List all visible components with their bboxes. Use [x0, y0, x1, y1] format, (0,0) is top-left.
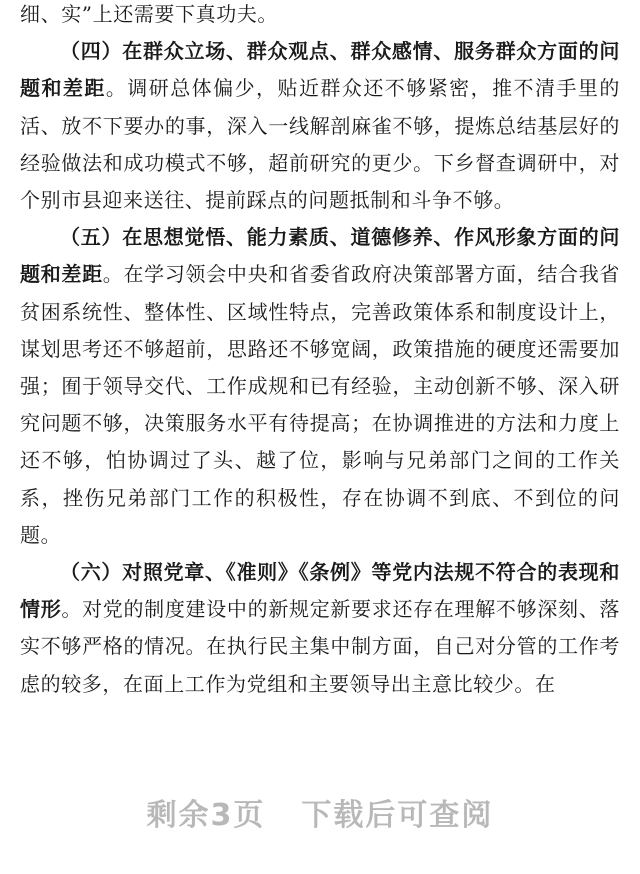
section-four-heading: （四）在群众立场、群众观点、群众感情、服务群众方面的问题和差距 [20, 39, 620, 101]
section-six-heading: （六）对照党章、《准则》《条例》等党内法规不符合的表现和情形 [20, 560, 620, 622]
section-six-body: 。对党的制度建设中的新规定新要求还存在理解不够深刻、落实不够严格的情况。在执行民主集中制方面，自己对分管的工作考虑的较多，在面上工作为党组和主要领导出主意比较少。在 [20, 597, 620, 696]
section-five [20, 219, 620, 554]
section-six [20, 554, 620, 703]
download-prompt-label: 下载后可查阅 [301, 798, 494, 833]
section-five-body: 。在学习领会中央和省委省政府决策部署方面，结合我省贫困系统性、整体性、区域性特点，完善政策体系和制度设计上，谋划思考还不够超前，思路还不够宽阔，政策措施的硬度还需要加强；囿于领导交代、工作成规和已有经验，主动创新不够、深入研究问题不够，决策服务水平有待提高；在协调推进的方法和力度上还不够，怕协调过了头、越了位，影响与兄弟部门之间的工作关系，挫伤兄弟部门工作的积极性，存在协调不到底、不到位的问题。 [20, 262, 621, 547]
remaining-pages-label: 剩余3页 [146, 798, 266, 833]
download-banner[interactable] [0, 790, 640, 834]
intro-line: 细、实”上还需要下真功夫。 [20, 2, 279, 26]
section-five-heading: （五）在思想觉悟、能力素质、道德修养、作风形象方面的问题和差距 [20, 225, 620, 287]
document-body [20, 0, 620, 703]
section-four-body: 。调研总体偏少，贴近群众还不够紧密，推不清手里的活、放不下要办的事，深入一线解剖麻雀不够，提炼总结基层好的经验做法和成功模式不够，超前研究的更少。下乡督查调研中，对个别市县迎来送往、提前踩点的问题抵制和斗争不够。 [20, 76, 620, 213]
section-four [20, 33, 620, 219]
